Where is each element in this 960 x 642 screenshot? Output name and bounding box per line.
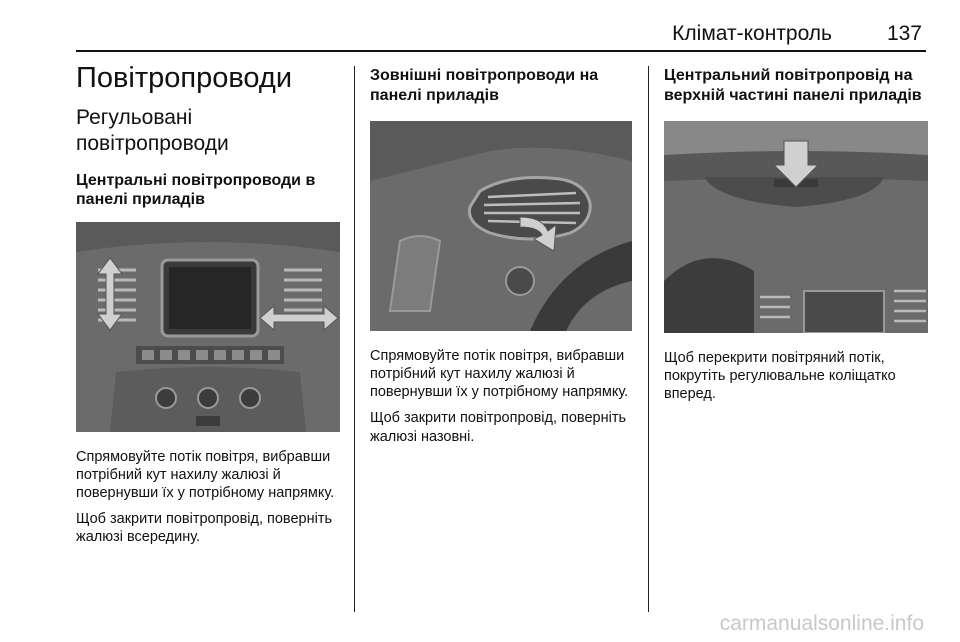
- header-title: Клімат-контроль: [672, 22, 832, 45]
- center-air-vents-illustration: [76, 222, 340, 432]
- section-title: Повітропроводи: [76, 62, 293, 94]
- center-vents-text-1: Спрямовуйте потік повітря, вибравши потрібний кут нахилу жалюзі й повернувши їх у потрібному напрямку.: [76, 448, 335, 501]
- center-vents-text-2: Щоб закрити повітропровід, поверніть жалюзі всередину.: [76, 510, 333, 546]
- top-dashboard-vent-illustration: [664, 121, 928, 333]
- center-vents-heading: Центральні повітропроводи в панелі приладів: [76, 171, 316, 209]
- header-rule: [76, 50, 926, 52]
- column-divider-1: [354, 66, 355, 612]
- side-vents-text-2: Щоб закрити повітропровід, поверніть жалюзі назовні.: [370, 410, 627, 445]
- top-vent-text-1: Щоб перекрити повітряний потік, покрутіть регулювальне коліщатко вперед.: [664, 350, 896, 403]
- column-3: [664, 66, 929, 411]
- watermark: carmanualsonline.info: [719, 612, 924, 635]
- top-vent-heading: Центральний повітропровід на верхній частині панелі приладів: [664, 67, 922, 104]
- side-air-vent-illustration: [370, 121, 632, 331]
- column-divider-2: [648, 66, 649, 612]
- section-subtitle: Регульовані повітропроводи: [76, 106, 229, 155]
- side-vents-heading: Зовнішні повітропроводи на панелі приладів: [370, 67, 599, 104]
- page-number: 137: [886, 22, 922, 45]
- column-1: [76, 62, 341, 554]
- side-vents-text-1: Спрямовуйте потік повітря, вибравши потрібний кут нахилу жалюзі й повернувши їх у потрібному напрямку.: [370, 348, 629, 401]
- column-2: [370, 66, 635, 454]
